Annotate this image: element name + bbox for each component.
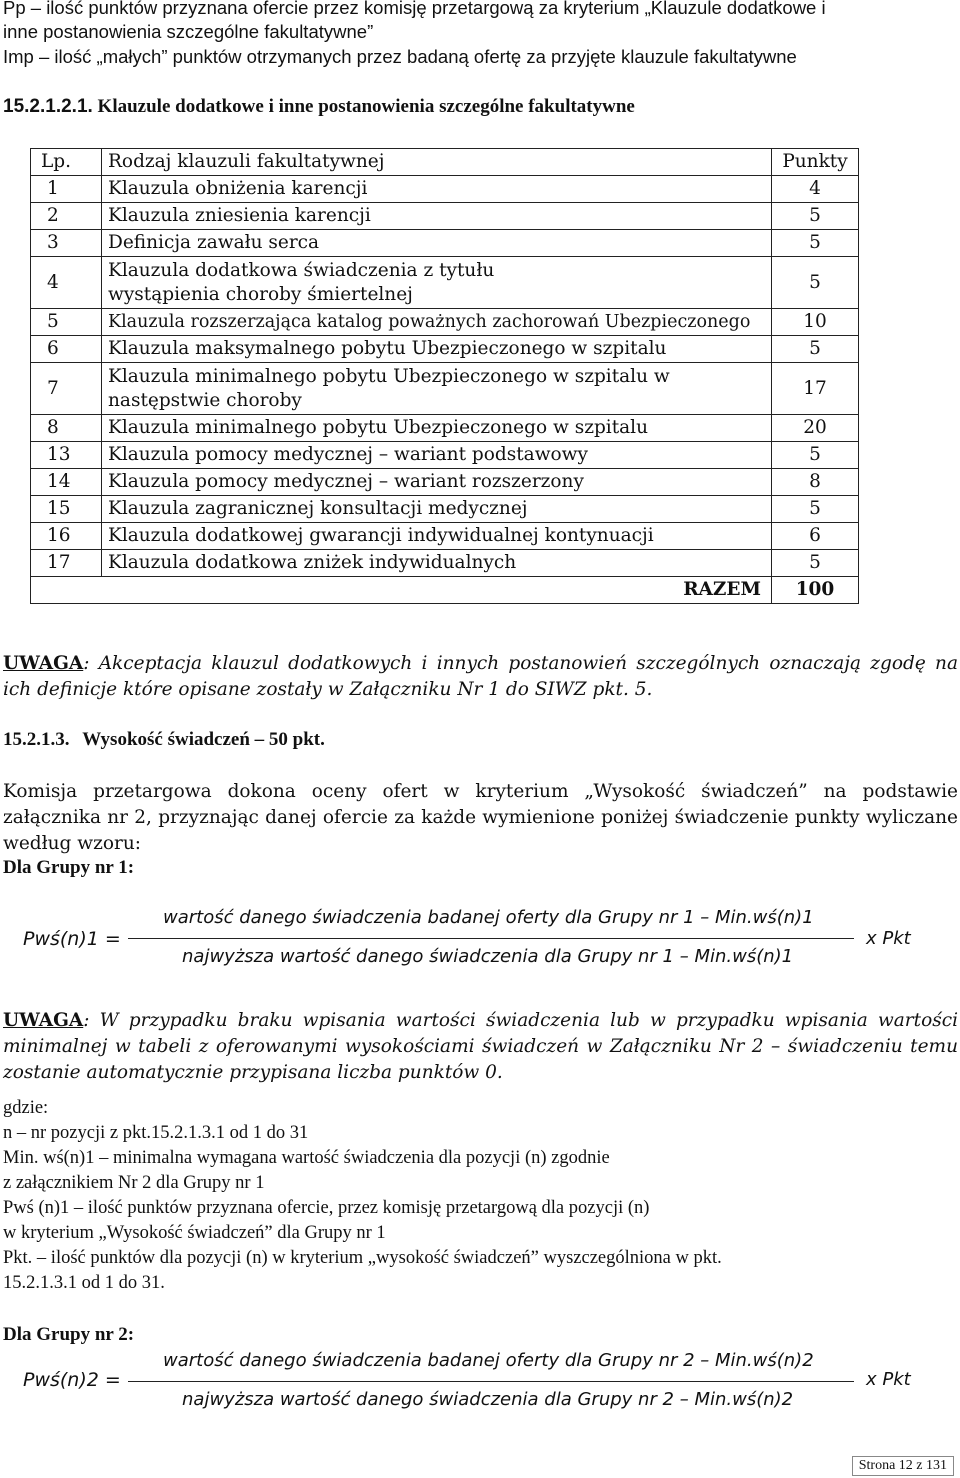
- note-1-label: UWAGA: [3, 653, 84, 674]
- formula-2-fraction-bar: [128, 1381, 854, 1382]
- row-name: Klauzula maksymalnego pobytu Ubezpieczonego w szpitalu: [102, 336, 772, 363]
- table-row: [31, 176, 859, 203]
- section-title: Klauzule dodatkowe i inne postanowienia szczególne fakultatywne: [97, 96, 635, 117]
- row-name: Klauzula minimalnego pobytu Ubezpieczonego w szpitalu: [102, 415, 772, 442]
- row-lp: 7: [31, 363, 102, 415]
- table-row: [31, 415, 859, 442]
- formula-1-fraction-bar: [128, 938, 854, 939]
- total-empty-cell: [31, 577, 102, 604]
- row-lp: 1: [31, 176, 102, 203]
- row-name: Klauzula zagranicznej konsultacji medycznej: [102, 496, 772, 523]
- page-number-footer: Strona 12 z 131: [852, 1456, 954, 1476]
- row-points: 17: [772, 363, 859, 415]
- section-number: 15.2.1.3.: [3, 729, 70, 750]
- row-lp: 13: [31, 442, 102, 469]
- intro-line-1: Pp – ilość punktów przyznana ofercie przez komisję przetargową za kryterium „Klauzule dodatkowe i: [3, 0, 826, 18]
- definition-line: Pwś (n)1 – ilość punktów przyznana ofercie, przez komisję przetargową dla pozycji (n): [3, 1198, 650, 1218]
- row-points: 5: [772, 230, 859, 257]
- total-value: 100: [772, 577, 859, 604]
- row-points: 5: [772, 496, 859, 523]
- definition-line: Min. wś(n)1 – minimalna wymagana wartość świadczenia dla pozycji (n) zgodnie: [3, 1148, 610, 1168]
- row-lp: 4: [31, 257, 102, 309]
- row-name: Klauzula dodatkowej gwarancji indywidualnej kontynuacji: [102, 523, 772, 550]
- row-name: Klauzula pomocy medycznej – wariant podstawowy: [102, 442, 772, 469]
- row-lp: 3: [31, 230, 102, 257]
- row-name: Klauzula zniesienia karencji: [102, 203, 772, 230]
- row-points: 10: [772, 309, 859, 336]
- intro-line-3: Imp – ilość „małych” punktów otrzymanych przez badaną ofertę za przyjęte klauzule fakultatywne: [3, 46, 797, 67]
- row-points: 4: [772, 176, 859, 203]
- note-1: [3, 651, 958, 703]
- header-name: Rodzaj klauzuli fakultatywnej: [102, 149, 772, 176]
- table-row: [31, 442, 859, 469]
- row-lp: 2: [31, 203, 102, 230]
- formula-2-lhs: Pwś(n)2 =: [23, 1369, 121, 1391]
- formula-2-rhs: x Pkt: [866, 1369, 911, 1390]
- row-name: Klauzula obniżenia karencji: [102, 176, 772, 203]
- header-points: Punkty: [772, 149, 859, 176]
- formula-1-denominator: najwyższa wartość danego świadczenia dla Grupy nr 1 – Min.wś(n)1: [182, 946, 794, 967]
- row-lp: 14: [31, 469, 102, 496]
- section-title: Wysokość świadczeń – 50 pkt.: [82, 729, 325, 750]
- row-points: 20: [772, 415, 859, 442]
- definition-line: n – nr pozycji z pkt.15.2.1.3.1 od 1 do 31: [3, 1123, 309, 1143]
- row-lp: 6: [31, 336, 102, 363]
- note-1-text: : Akceptacja klauzul dodatkowych i innych postanowień szczególnych oznaczają zgodę na ich definicje które opisane zostały w Załączniku Nr 1 do SIWZ pkt. 5.: [3, 653, 958, 700]
- row-name: Klauzula minimalnego pobytu Ubezpieczonego w szpitalu w następstwie choroby: [102, 363, 772, 415]
- header-lp: Lp.: [31, 149, 102, 176]
- row-lp: 16: [31, 523, 102, 550]
- table-row: [31, 309, 859, 336]
- clauses-table: [30, 148, 859, 604]
- row-points: 5: [772, 336, 859, 363]
- table-row: [31, 230, 859, 257]
- section-heading-15-2-1-2-1: [3, 96, 635, 118]
- formula-1-lhs: Pwś(n)1 =: [23, 928, 121, 950]
- row-points: 5: [772, 442, 859, 469]
- table-row: [31, 523, 859, 550]
- row-points: 6: [772, 523, 859, 550]
- row-points: 8: [772, 469, 859, 496]
- row-lp: 17: [31, 550, 102, 577]
- table-total-row: [31, 577, 859, 604]
- row-name: Klauzula pomocy medycznej – wariant rozszerzony: [102, 469, 772, 496]
- table-row: [31, 363, 859, 415]
- definition-line: 15.2.1.3.1 od 1 do 31.: [3, 1273, 165, 1293]
- definition-line: z załącznikiem Nr 2 dla Grupy nr 1: [3, 1173, 265, 1193]
- note-2-label: UWAGA: [3, 1010, 84, 1031]
- section-number: 15.2.1.2.1.: [3, 96, 93, 117]
- definitions-intro: gdzie:: [3, 1098, 49, 1118]
- section-heading-15-2-1-3: [3, 729, 325, 751]
- row-name: Klauzula dodatkowa zniżek indywidualnych: [102, 550, 772, 577]
- row-name: Klauzula rozszerzająca katalog poważnych zachorowań Ubezpieczonego: [102, 309, 772, 336]
- note-2: [3, 1008, 958, 1086]
- table-row: [31, 496, 859, 523]
- definition-line: Pkt. – ilość punktów dla pozycji (n) w kryterium „wysokość świadczeń” wyszczególniona w pkt.: [3, 1248, 722, 1268]
- table-row: [31, 469, 859, 496]
- formula-1-numerator: wartość danego świadczenia badanej oferty dla Grupy nr 1 – Min.wś(n)1: [163, 907, 814, 928]
- row-points: 5: [772, 550, 859, 577]
- row-name: Klauzula dodatkowa świadczenia z tytułu wystąpienia choroby śmiertelnej: [102, 257, 772, 309]
- formula-2-denominator: najwyższa wartość danego świadczenia dla Grupy nr 2 – Min.wś(n)2: [182, 1389, 794, 1410]
- table-row: [31, 203, 859, 230]
- intro-line-2: inne postanowienia szczególne fakultatywne”: [3, 21, 374, 42]
- formula-1-rhs: x Pkt: [866, 928, 911, 949]
- criteria-paragraph: Komisja przetargowa dokona oceny ofert w kryterium „Wysokość świadczeń” na podstawie załącznika nr 2, przyznając danej ofercie za każde wymienione poniżej świadczenie punkty wyliczane według wzoru:: [3, 781, 958, 854]
- row-points: 5: [772, 203, 859, 230]
- row-name: Definicja zawału serca: [102, 230, 772, 257]
- group-1-heading: Dla Grupy nr 1:: [3, 857, 135, 878]
- table-row: [31, 336, 859, 363]
- group-2-heading: Dla Grupy nr 2:: [3, 1324, 135, 1345]
- formula-2-numerator: wartość danego świadczenia badanej oferty dla Grupy nr 2 – Min.wś(n)2: [163, 1350, 814, 1371]
- note-2-text: : W przypadku braku wpisania wartości świadczenia lub w przypadku wpisania wartości minimalnej w tabeli z oferowanymi wysokościami świadczeń w Załączniku Nr 2 – świadczeniu temu zostanie automatycznie przypisana liczba punktów 0.: [3, 1010, 958, 1083]
- table-row: [31, 550, 859, 577]
- row-lp: 8: [31, 415, 102, 442]
- row-points: 5: [772, 257, 859, 309]
- definition-line: w kryterium „Wysokość świadczeń” dla Grupy nr 1: [3, 1223, 386, 1243]
- table-header-row: [31, 149, 859, 176]
- table-row: [31, 257, 859, 309]
- row-lp: 5: [31, 309, 102, 336]
- row-lp: 15: [31, 496, 102, 523]
- total-label: RAZEM: [102, 577, 772, 604]
